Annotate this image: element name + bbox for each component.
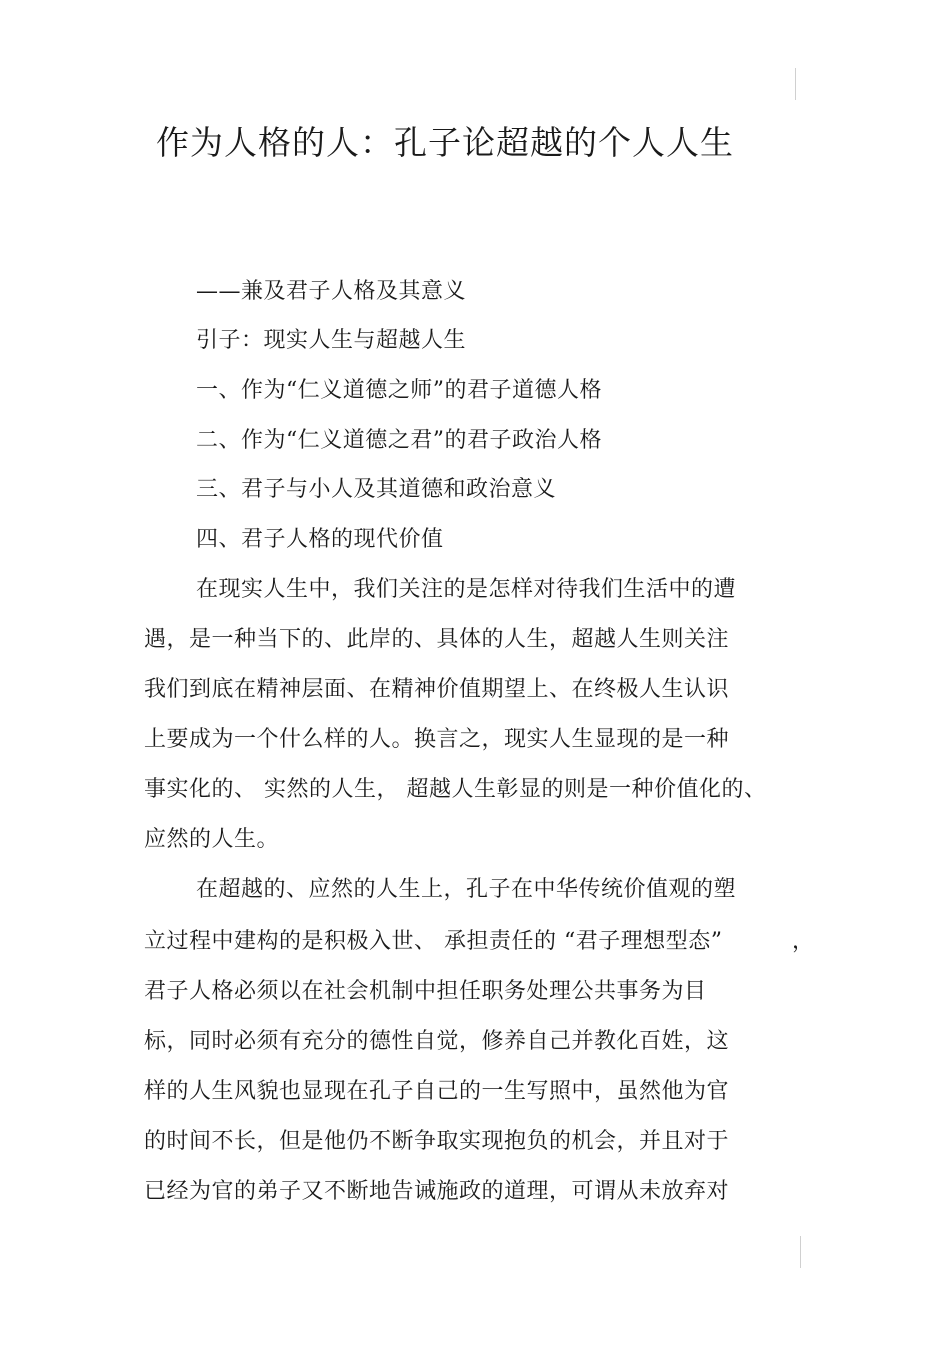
paragraph-line: 标，同时必须有充分的德性自觉，修养自己并教化百姓，这 [144, 1029, 730, 1054]
toc-item: 引子：现实人生与超越人生 [196, 328, 467, 353]
paragraph-line: 君子人格必须以在社会机制中担任职务处理公共事务为目 [144, 979, 707, 1004]
trailing-comma: ， [792, 929, 815, 954]
paragraph-line: 遇，是一种当下的、此岸的、具体的人生，超越人生则关注 [144, 627, 730, 652]
toc-item: 二、作为“仁义道德之君”的君子政治人格 [196, 428, 602, 453]
paragraph-line: 上要成为一个什么样的人。换言之，现实人生显现的是一种 [144, 727, 730, 752]
paragraph-line: 立过程中建构的是积极入世、 承担责任的 “君子理想型态” [144, 929, 723, 954]
toc-item: 一、作为“仁义道德之师”的君子道德人格 [196, 378, 602, 403]
paragraph-line: 我们到底在精神层面、在精神价值期望上、在终极人生认识 [144, 677, 730, 702]
paragraph-line: 已经为官的弟子又不断地告诫施政的道理，可谓从未放弃对 [144, 1179, 730, 1204]
paragraph-line: 事实化的、 实然的人生， 超越人生彰显的则是一种价值化的、 [144, 777, 767, 802]
page-corner-mark-bottom [800, 1236, 801, 1268]
page-corner-mark-top [795, 68, 796, 100]
document-subtitle: ——兼及君子人格及其意义 [196, 279, 467, 304]
paragraph-line: 在超越的、应然的人生上，孔子在中华传统价值观的塑 [196, 877, 737, 902]
toc-item: 三、君子与小人及其道德和政治意义 [196, 477, 557, 502]
toc-item: 四、君子人格的现代价值 [196, 527, 444, 552]
document-title: 作为人格的人：孔子论超越的个人人生 [156, 123, 734, 162]
paragraph-line: 的时间不长，但是他仍不断争取实现抱负的机会，并且对于 [144, 1129, 730, 1154]
paragraph-line: 样的人生风貌也显现在孔子自己的一生写照中，虽然他为官 [144, 1079, 730, 1104]
paragraph-line: 应然的人生。 [144, 827, 280, 852]
paragraph-line: 在现实人生中，我们关注的是怎样对待我们生活中的遭 [196, 577, 737, 602]
